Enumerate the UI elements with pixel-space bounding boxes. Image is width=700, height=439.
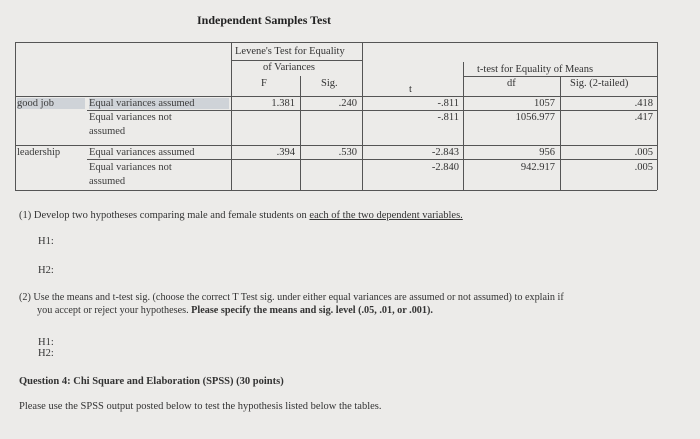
value-f: .394: [276, 147, 295, 158]
header-ttest: t-test for Equality of Means: [477, 64, 594, 75]
question-4-heading: Question 4: Chi Square and Elaboration (SPSS) (30 points): [19, 376, 284, 387]
value-sig-2tailed: .417: [634, 112, 653, 123]
header-sig: Sig.: [321, 78, 338, 89]
question-4-body: Please use the SPSS output posted below to test the hypothesis listed below the tables.: [19, 401, 382, 412]
value-df: 1057: [534, 98, 555, 109]
col-line-f: [300, 76, 301, 190]
question-2-line-1: (2) Use the means and t-test sig. (choose the correct T Test sig. under either equal variances are assumed or not assumed) to explain if: [19, 292, 564, 303]
header-levene-2: of Variances: [263, 62, 315, 73]
row-label-not-assumed: Equal variances not: [89, 162, 172, 173]
row-variable-leadership: leadership: [17, 147, 61, 158]
table-border-top: [15, 42, 657, 43]
value-t: -2.840: [431, 162, 459, 173]
value-sig: .240: [338, 98, 357, 109]
question-2-line-2-plain: you accept or reject your hypotheses.: [37, 305, 192, 316]
col-line-df: [560, 76, 561, 190]
question-1-h2: H2:: [38, 265, 54, 276]
row-line-2: [87, 159, 657, 160]
value-sig-2tailed: .418: [634, 98, 653, 109]
question-1-underlined: each of the two dependent variables.: [309, 210, 463, 221]
col-line-right: [657, 42, 658, 190]
value-df: 942.917: [520, 162, 555, 173]
question-1-prefix: (1) Develop two hypotheses comparing male and female students on: [19, 210, 310, 221]
question-2-h1: H1:: [38, 337, 54, 348]
row-label-not-assumed-2: assumed: [89, 126, 126, 137]
col-line-left: [15, 42, 16, 190]
value-t: -2.843: [431, 147, 459, 158]
independent-samples-table: [15, 42, 657, 190]
value-t: -.811: [437, 112, 459, 123]
row-label-not-assumed: Equal variances not: [89, 112, 172, 123]
row-label-not-assumed-2: assumed: [89, 176, 126, 187]
header-t: t: [409, 84, 412, 95]
value-sig-2tailed: .005: [634, 162, 653, 173]
header-levene-1: Levene's Test for Equality: [235, 46, 345, 57]
col-line-levene: [231, 42, 232, 190]
value-sig-2tailed: .005: [634, 147, 653, 158]
question-1-h1: H1:: [38, 236, 54, 247]
row-line-1: [87, 110, 657, 111]
question-2-h2: H2:: [38, 348, 54, 359]
levene-subhead-line: [231, 60, 362, 61]
question-2-line-2: [37, 305, 433, 316]
value-sig: .530: [338, 147, 357, 158]
value-f: 1.381: [271, 98, 295, 109]
table-border-bottom: [15, 190, 657, 191]
row-label-assumed: Equal variances assumed: [89, 147, 195, 158]
header-df: df: [507, 78, 516, 89]
row-variable-good-job: good job: [17, 98, 85, 109]
value-df: 1056.977: [515, 112, 555, 123]
col-line-t: [463, 62, 464, 190]
value-df: 956: [539, 147, 555, 158]
col-line-sig: [362, 42, 363, 190]
question-1: [19, 210, 463, 221]
header-f: F: [261, 78, 267, 89]
row-label-assumed: Equal variances assumed: [89, 98, 229, 109]
table-title: Independent Samples Test: [197, 13, 332, 27]
header-sig-2tailed: Sig. (2-tailed): [570, 78, 629, 89]
value-t: -.811: [437, 98, 459, 109]
question-2-line-2-bold: Please specify the means and sig. level (.05, .01, or .001).: [191, 305, 433, 316]
